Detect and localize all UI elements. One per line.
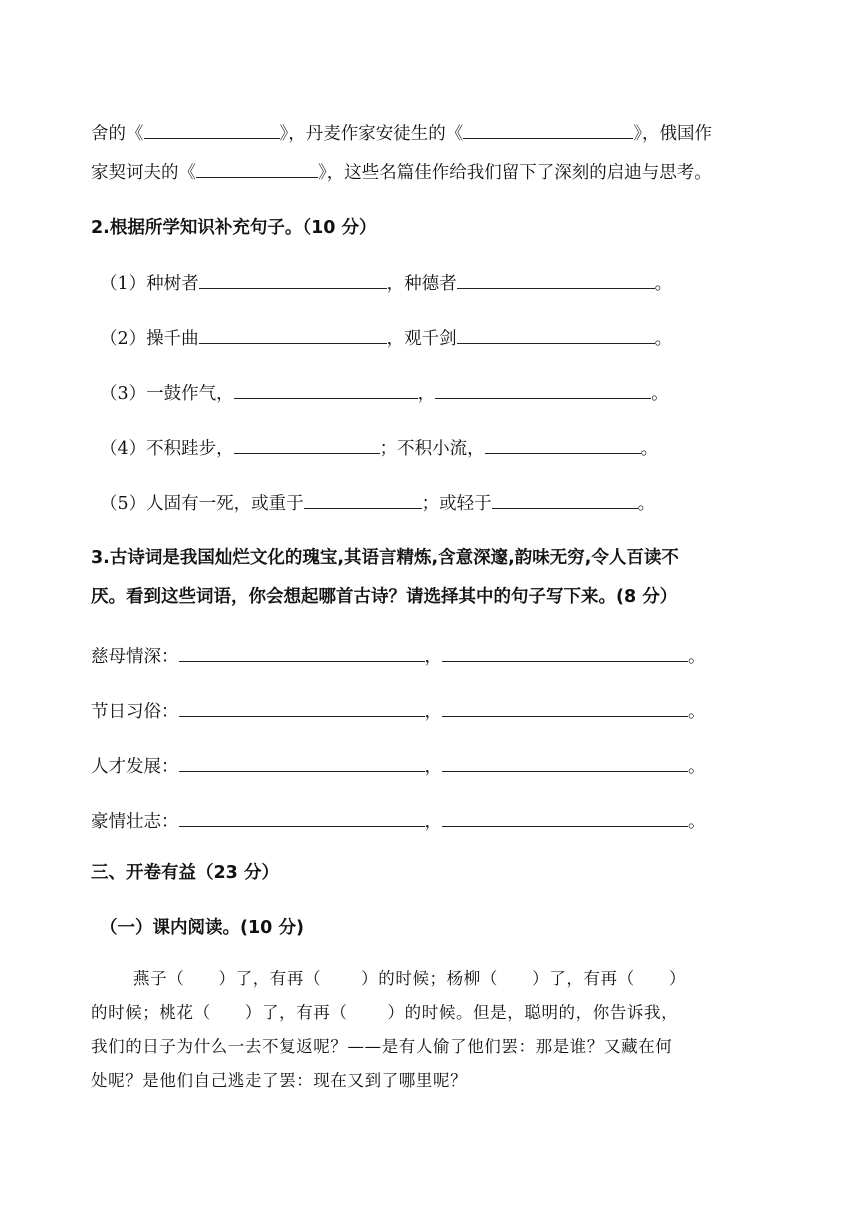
answer-blank[interactable] <box>179 753 425 772</box>
answer-blank[interactable] <box>463 120 633 139</box>
answer-blank[interactable] <box>144 120 280 139</box>
book-titles-line-1 <box>91 120 781 147</box>
section-3-title: 三、开卷有益（23 分） <box>91 863 279 883</box>
q3-item-end: 。 <box>688 812 706 832</box>
q3-item-label: 豪情壮志： <box>91 812 179 832</box>
q2-item-prompt: ；或轻于 <box>421 494 492 514</box>
answer-blank[interactable] <box>234 380 418 399</box>
q3-item-sep: ， <box>424 757 442 777</box>
q2-item-prompt: （2）操千曲 <box>100 329 199 349</box>
q2-item-prompt: ；不积小流， <box>379 439 485 459</box>
answer-blank[interactable] <box>179 808 425 827</box>
q3-item-end: 。 <box>688 702 706 722</box>
q3-item-sep: ， <box>424 647 442 667</box>
q2-item-prompt: （5）人固有一死，或重于 <box>100 494 304 514</box>
question-3-title-line-2: 厌。看到这些词语，你会想起哪首古诗？请选择其中的句子写下来。(8 分） <box>91 587 678 607</box>
q3-item <box>91 808 781 835</box>
answer-blank[interactable] <box>179 643 425 662</box>
answer-blank[interactable] <box>442 808 688 827</box>
text-segment: 》，这些名篇佳作给我们留下了深刻的启迪与思考。 <box>318 163 712 183</box>
book-titles-line-2 <box>91 159 781 186</box>
answer-blank[interactable] <box>196 159 318 178</box>
reading-title: （一）课内阅读。(10 分) <box>100 918 304 938</box>
q2-item <box>100 490 790 517</box>
q2-item-prompt: （1）种树者 <box>100 274 199 294</box>
answer-blank[interactable] <box>304 490 422 509</box>
text-segment: 家契诃夫的《 <box>91 163 196 183</box>
answer-blank[interactable] <box>199 325 387 344</box>
q3-item <box>91 698 781 725</box>
q3-item-label: 慈母情深： <box>91 647 179 667</box>
answer-blank[interactable] <box>234 435 380 454</box>
reading-paragraph-line: 燕子（ ）了，有再（ ）的时候；杨柳（ ）了，有再（ ） <box>133 969 687 988</box>
answer-blank[interactable] <box>457 325 655 344</box>
q2-item <box>100 325 790 352</box>
answer-blank[interactable] <box>492 490 638 509</box>
q3-item-label: 节日习俗： <box>91 702 179 722</box>
q2-item <box>100 435 790 462</box>
reading-paragraph-line: 我们的日子为什么一去不复返呢？——是有人偷了他们罢：那是谁？又藏在何 <box>91 1037 673 1056</box>
answer-blank[interactable] <box>442 698 688 717</box>
q2-item-end: 。 <box>637 494 656 514</box>
q2-item-prompt: （4）不积跬步， <box>100 439 234 459</box>
q3-item <box>91 643 781 670</box>
q2-item-end: 。 <box>654 329 673 349</box>
question-3-title-line-1: 3.古诗词是我国灿烂文化的瑰宝,其语言精炼,含意深邃,韵味无穷,令人百读不 <box>91 548 679 568</box>
answer-blank[interactable] <box>435 380 651 399</box>
q3-item-end: 。 <box>688 757 706 777</box>
q2-item-end: 。 <box>654 274 673 294</box>
answer-blank[interactable] <box>442 753 688 772</box>
text-segment: 》，俄国作 <box>633 124 712 144</box>
q2-item-prompt: ，观千剑 <box>386 329 457 349</box>
q2-item-prompt: ， <box>417 384 436 404</box>
reading-paragraph-line: 处呢？是他们自己逃走了罢：现在又到了哪里呢？ <box>91 1071 468 1090</box>
q3-item-sep: ， <box>424 702 442 722</box>
q2-item-prompt: （3）一鼓作气， <box>100 384 234 404</box>
q3-item-sep: ， <box>424 812 442 832</box>
q2-item-end: 。 <box>651 384 669 404</box>
q3-item <box>91 753 781 780</box>
q3-item-label: 人才发展： <box>91 757 179 777</box>
q3-item-end: 。 <box>688 647 706 667</box>
answer-blank[interactable] <box>179 698 425 717</box>
text-segment: 》，丹麦作家安徒生的《 <box>279 124 464 144</box>
q2-item <box>100 380 790 407</box>
question-2-title: 2.根据所学知识补充句子。（10 分） <box>91 218 377 238</box>
answer-blank[interactable] <box>442 643 688 662</box>
q2-item-prompt: ，种德者 <box>386 274 457 294</box>
text-segment: 舍的《 <box>91 124 144 144</box>
q2-item <box>100 270 790 297</box>
answer-blank[interactable] <box>457 270 655 289</box>
reading-paragraph-line: 的时候；桃花（ ）了，有再（ ）的时候。但是，聪明的，你告诉我， <box>91 1003 679 1022</box>
answer-blank[interactable] <box>485 435 641 454</box>
answer-blank[interactable] <box>199 270 387 289</box>
q2-item-end: 。 <box>640 439 659 459</box>
